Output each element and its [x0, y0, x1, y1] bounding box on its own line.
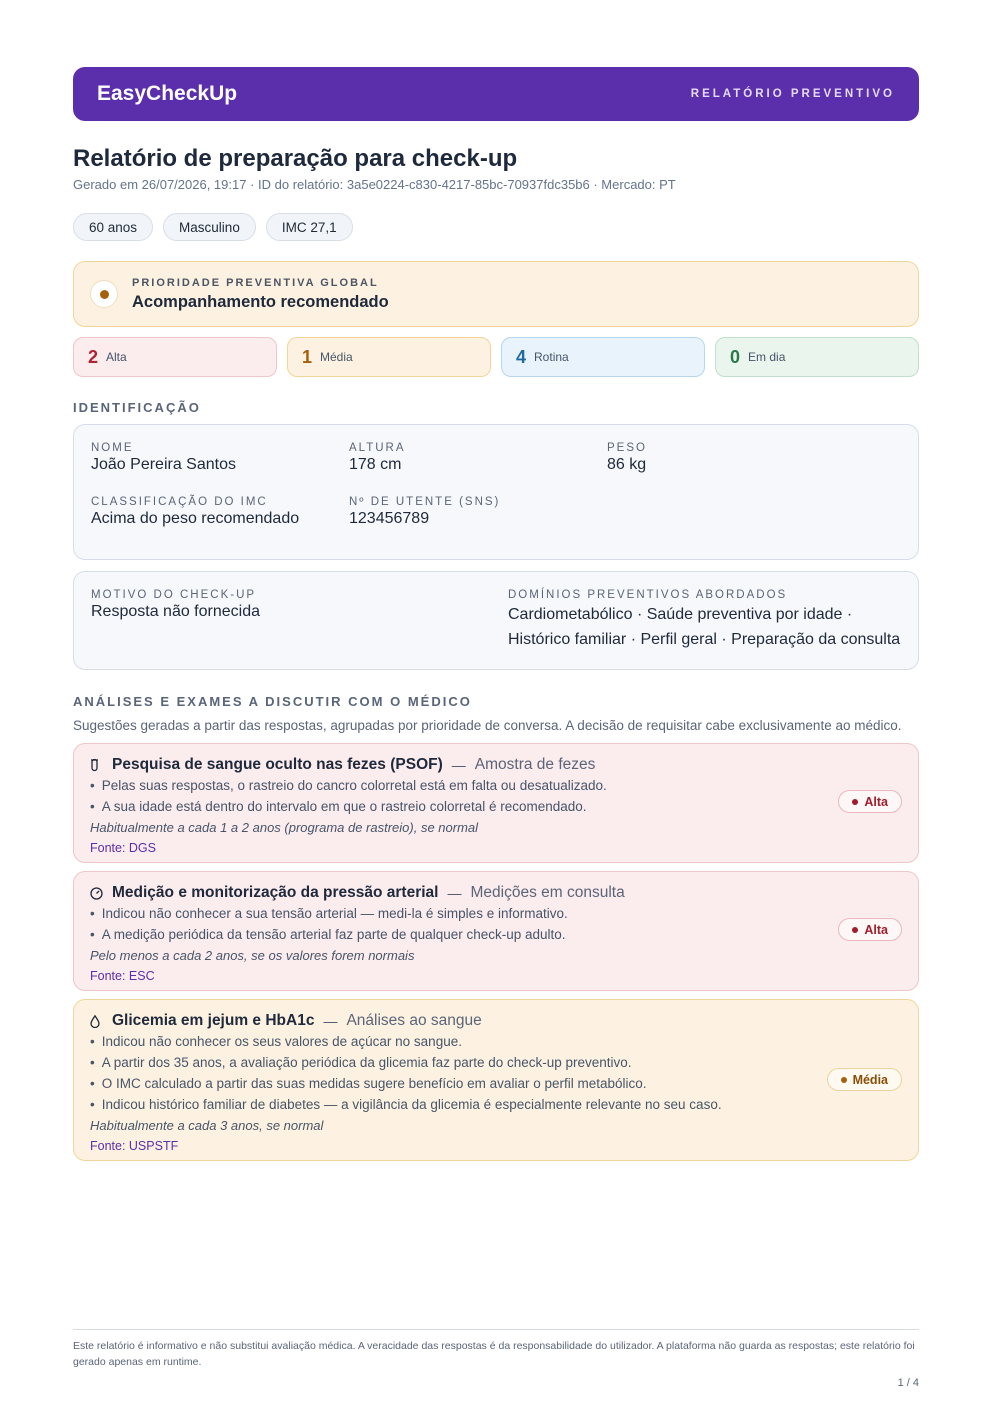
- field-value: Cardiometabólico · Saúde preventiva por idade · Histórico familiar · Perfil geral · Preparação da consulta: [508, 606, 901, 648]
- field-label: CLASSIFICAÇÃO DO IMC: [91, 496, 268, 508]
- item-reason: • Pelas suas respostas, o rastreio do cancro colorretal está em falta ou desatualizado.: [90, 775, 902, 796]
- field-label: MOTIVO DO CHECK-UP: [91, 589, 257, 601]
- badge-label: Média: [852, 1072, 888, 1087]
- stat-alta: [73, 337, 277, 377]
- section-title-identification: IDENTIFICAÇÃO: [73, 400, 201, 415]
- stat-count: 0: [730, 346, 741, 367]
- stat-media: [287, 337, 491, 377]
- item-frequency: Habitualmente a cada 3 anos, se normal: [90, 1118, 324, 1133]
- analysis-item: [73, 743, 919, 863]
- field-label: ALTURA: [349, 442, 406, 454]
- item-type: Amostra de fezes: [474, 756, 596, 773]
- stat-count: 4: [516, 346, 527, 367]
- item-frequency: Habitualmente a cada 1 a 2 anos (programa de rastreio), se normal: [90, 820, 479, 835]
- field-bmi-class: [91, 496, 299, 528]
- item-separator: —: [447, 885, 462, 901]
- stat-em-dia: [715, 337, 919, 377]
- disclaimer: Este relatório é informativo e não substitui avaliação médica. A veracidade das respostas é da responsabilidade do utilizador. A plataforma não guarda as respostas; este relatório foi gerado apenas em runtime.: [73, 1340, 915, 1368]
- item-frequency: Pelo menos a cada 2 anos, se os valores forem normais: [90, 948, 415, 963]
- field-sns: [349, 496, 500, 528]
- report-metadata: Gerado em 26/07/2026, 19:17 · ID do relatório: 3a5e0224-c830-4217-85bc-70937fdc35b6 · Mercado: PT: [73, 177, 676, 192]
- item-reason: • Indicou não conhecer a sua tensão arterial — medi-la é simples e informativo.: [90, 903, 902, 924]
- stat-label: Rotina: [534, 350, 569, 364]
- test-tube-icon: [90, 759, 106, 772]
- field-domains: [508, 589, 908, 652]
- analysis-item: [73, 871, 919, 991]
- stat-label: Alta: [106, 350, 127, 364]
- analysis-item: [73, 999, 919, 1161]
- item-source: Fonte: DGS: [90, 841, 156, 855]
- stat-count: 2: [88, 346, 99, 367]
- item-separator: —: [323, 1013, 338, 1029]
- badge-dot-icon: [841, 1077, 847, 1083]
- page-footer: [73, 1329, 919, 1389]
- field-motive: [91, 589, 260, 621]
- item-header: [90, 1011, 902, 1031]
- item-header: [90, 883, 902, 903]
- item-separator: —: [451, 757, 466, 773]
- field-value: Acima do peso recomendado: [91, 510, 300, 527]
- chip-bmi: IMC 27,1: [266, 213, 353, 241]
- profile-chips: [73, 213, 919, 241]
- item-reason: • A sua idade está dentro do intervalo em que o rastreio colorretal é recomendado.: [90, 796, 902, 817]
- priority-badge: [838, 790, 902, 813]
- header-tag: RELATÓRIO PREVENTIVO: [690, 88, 895, 100]
- field-value: 123456789: [349, 510, 430, 527]
- gauge-icon: [90, 887, 106, 900]
- item-source: Fonte: USPSTF: [90, 1139, 179, 1153]
- priority-badge: [827, 1068, 902, 1091]
- field-name: [91, 442, 236, 474]
- item-header: [90, 755, 902, 775]
- field-value: 86 kg: [607, 456, 647, 473]
- identification-card: [73, 424, 919, 560]
- badge-dot-icon: [852, 927, 858, 933]
- drop-icon: [90, 1015, 106, 1028]
- brand-name: EasyCheckUp: [97, 82, 238, 105]
- field-label: PESO: [607, 442, 647, 454]
- priority-dot-icon: [90, 280, 118, 308]
- item-reason: • A medição periódica da tensão arterial faz parte de qualquer check-up adulto.: [90, 924, 902, 945]
- priority-stats: [73, 337, 919, 377]
- item-name: Glicemia em jejum e HbA1c: [112, 1012, 315, 1029]
- stat-label: Média: [320, 350, 353, 364]
- motive-card: [73, 571, 919, 670]
- stat-rotina: [501, 337, 705, 377]
- item-type: Medições em consulta: [470, 884, 625, 901]
- field-label: Nº DE UTENTE (SNS): [349, 496, 501, 508]
- page-number: 1 / 4: [897, 1377, 919, 1389]
- stat-label: Em dia: [748, 350, 786, 364]
- priority-label: PRIORIDADE PREVENTIVA GLOBAL: [132, 276, 379, 289]
- analysis-intro: Sugestões geradas a partir das respostas, agrupadas por prioridade de conversa. A decisão de requisitar cabe exclusivamente ao médico.: [73, 718, 902, 733]
- item-name: Pesquisa de sangue oculto nas fezes (PSOF): [112, 756, 443, 773]
- item-reason: • Indicou histórico familiar de diabetes — a vigilância da glicemia é especialmente relevante no seu caso.: [90, 1094, 902, 1115]
- priority-value: Acompanhamento recomendado: [132, 292, 389, 311]
- stat-count: 1: [302, 346, 313, 367]
- item-name: Medição e monitorização da pressão arterial: [112, 884, 439, 901]
- app-header: [73, 67, 919, 121]
- field-label: NOME: [91, 442, 134, 454]
- item-source: Fonte: ESC: [90, 969, 155, 983]
- field-label: DOMÍNIOS PREVENTIVOS ABORDADOS: [508, 589, 788, 601]
- item-reason: • A partir dos 35 anos, a avaliação periódica da glicemia faz parte do check-up preventivo.: [90, 1052, 902, 1073]
- section-title-analysis: ANÁLISES E EXAMES A DISCUTIR COM O MÉDICO: [73, 694, 472, 709]
- global-priority-banner: [73, 261, 919, 327]
- report-page: [73, 67, 919, 1161]
- chip-sex: Masculino: [163, 213, 256, 241]
- field-value: João Pereira Santos: [91, 456, 236, 473]
- field-weight: [607, 442, 647, 474]
- field-height: [349, 442, 406, 474]
- badge-label: Alta: [864, 794, 888, 809]
- field-value: 178 cm: [349, 456, 402, 473]
- field-value: Resposta não fornecida: [91, 603, 260, 620]
- badge-label: Alta: [864, 922, 888, 937]
- priority-badge: [838, 918, 902, 941]
- badge-dot-icon: [852, 799, 858, 805]
- item-reason: • O IMC calculado a partir das suas medidas sugere benefício em avaliar o perfil metabólico.: [90, 1073, 902, 1094]
- item-reason: • Indicou não conhecer os seus valores de açúcar no sangue.: [90, 1031, 902, 1052]
- chip-age: 60 anos: [73, 213, 153, 241]
- item-type: Análises ao sangue: [346, 1012, 482, 1029]
- page-title: Relatório de preparação para check-up: [73, 145, 518, 172]
